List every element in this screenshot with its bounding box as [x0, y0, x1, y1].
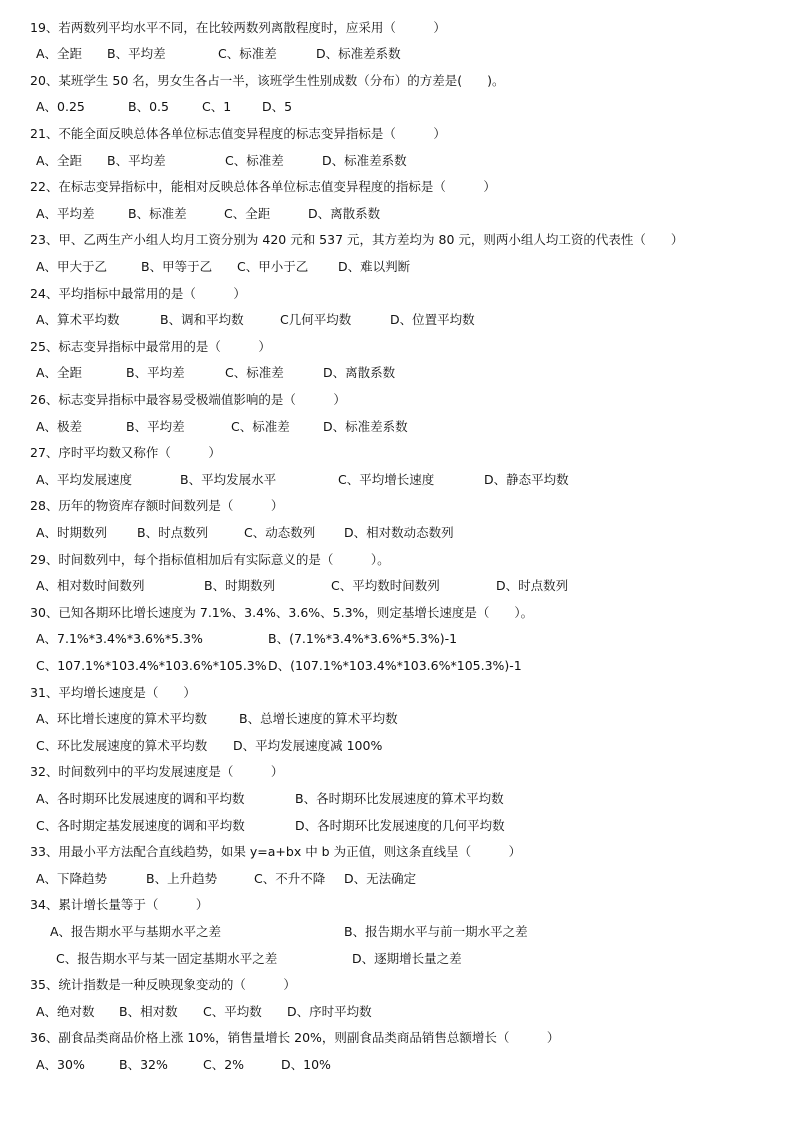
option-b: B、时点数列 — [137, 524, 209, 540]
options-row — [0, 418, 794, 444]
option-b: B、上升趋势 — [146, 870, 218, 886]
question-text: 23、甲、乙两生产小组人均月工资分别为 420 元和 537 元，其方差均为 80 元，则两小组人均工资的代表性（ ） — [30, 232, 684, 248]
option-b: B、甲等于乙 — [141, 258, 213, 274]
options-row — [0, 152, 794, 178]
option-a: A、30% — [36, 1056, 85, 1072]
option-d: D、各时期环比发展速度的几何平均数 — [295, 817, 505, 833]
option-c: C、平均数 — [203, 1003, 262, 1019]
question-text: 27、序时平均数又称作（ ） — [30, 445, 221, 461]
option-b: B、(7.1%*3.4%*3.6%*5.3%)-1 — [268, 631, 458, 647]
option-c: C、标准差 — [225, 365, 284, 381]
question-text: 25、标志变异指标中最常用的是（ ） — [30, 338, 271, 354]
option-c: C几何平均数 — [280, 312, 352, 328]
question-text: 34、累计增长量等于（ ） — [30, 897, 209, 913]
options-row — [0, 364, 794, 390]
options-row — [0, 657, 794, 683]
options-row — [0, 471, 794, 497]
question-text: 28、历年的物资库存额时间数列是（ ） — [30, 498, 284, 514]
option-a: A、下降趋势 — [36, 870, 108, 886]
option-a: A、极差 — [36, 418, 83, 434]
option-a: A、相对数时间数列 — [36, 578, 145, 594]
option-b: B、报告期水平与前一期水平之差 — [344, 923, 528, 939]
option-b: B、相对数 — [119, 1003, 178, 1019]
option-c: C、1 — [202, 99, 232, 115]
option-d: D、平均发展速度减 100% — [233, 737, 383, 753]
option-b: B、32% — [119, 1056, 168, 1072]
question-text: 36、副食品类商品价格上涨 10%，销售量增长 20%，则副食品类商品销售总额增长（ ） — [30, 1030, 560, 1046]
option-a: A、7.1%*3.4%*3.6%*5.3% — [36, 631, 203, 647]
option-c: C、甲小于乙 — [237, 258, 309, 274]
option-c: C、标准差 — [225, 152, 284, 168]
option-c: C、不升不降 — [254, 870, 326, 886]
question-text: 26、标志变异指标中最容易受极端值影响的是（ ） — [30, 391, 346, 407]
question-text: 20、某班学生 50 名，男女生各占一半，该班学生性别成数（分布）的方差是( )。 — [30, 72, 505, 88]
options-row — [0, 98, 794, 124]
option-d: D、位置平均数 — [390, 312, 475, 328]
option-b: B、0.5 — [128, 99, 169, 115]
question-text: 21、不能全面反映总体各单位标志值变异程度的标志变异指标是（ ） — [30, 125, 446, 141]
options-row — [0, 790, 794, 816]
option-a: A、0.25 — [36, 99, 85, 115]
options-row — [0, 1003, 794, 1029]
question-text: 22、在标志变异指标中，能相对反映总体各单位标志值变异程度的指标是（ ） — [30, 179, 496, 195]
question-text: 19、若两数列平均水平不同，在比较两数列离散程度时，应采用（ ） — [30, 19, 446, 35]
option-c: C、环比发展速度的算术平均数 — [36, 737, 208, 753]
option-b: B、总增长速度的算术平均数 — [239, 711, 398, 727]
option-b: B、各时期环比发展速度的算术平均数 — [295, 790, 504, 806]
option-d: D、相对数动态数列 — [344, 524, 454, 540]
option-a: A、全距 — [36, 365, 83, 381]
question-text: 29、时间数列中，每个指标值相加后有实际意义的是（ ）。 — [30, 551, 390, 567]
option-d: D、(107.1%*103.4%*103.6%*105.3%)-1 — [268, 657, 522, 673]
options-row — [0, 205, 794, 231]
question-text: 30、已知各期环比增长速度为 7.1%、3.4%、3.6%、5.3%，则定基增长速度是（ ）。 — [30, 604, 534, 620]
option-b: B、标准差 — [128, 205, 187, 221]
options-row — [0, 710, 794, 736]
question-text: 32、时间数列中的平均发展速度是（ ） — [30, 764, 284, 780]
option-d: D、逐期增长量之差 — [352, 950, 462, 966]
options-row — [0, 311, 794, 337]
option-d: D、序时平均数 — [287, 1003, 372, 1019]
option-b: B、平均差 — [107, 152, 166, 168]
option-d: D、无法确定 — [344, 870, 417, 886]
option-a: A、全距 — [36, 46, 83, 62]
options-row — [0, 1056, 794, 1082]
options-row — [0, 524, 794, 550]
option-b: B、平均差 — [126, 365, 185, 381]
option-c: C、平均增长速度 — [338, 471, 435, 487]
option-b: B、平均发展水平 — [180, 471, 277, 487]
options-row — [0, 577, 794, 603]
option-c: C、2% — [203, 1056, 245, 1072]
options-row — [0, 630, 794, 656]
option-b: B、平均差 — [107, 46, 166, 62]
option-a: A、时期数列 — [36, 524, 108, 540]
option-c: C、动态数列 — [244, 524, 316, 540]
options-row — [0, 950, 794, 976]
option-d: D、难以判断 — [338, 258, 411, 274]
question-text: 24、平均指标中最常用的是（ ） — [30, 285, 246, 301]
option-a: A、算术平均数 — [36, 312, 120, 328]
option-c: C、标准差 — [218, 46, 277, 62]
option-a: A、各时期环比发展速度的调和平均数 — [36, 790, 245, 806]
options-row — [0, 45, 794, 71]
option-d: D、离散系数 — [323, 365, 396, 381]
question-text: 33、用最小平方法配合直线趋势，如果 y=a+bx 中 b 为正值，则这条直线呈（ ） — [30, 844, 522, 860]
option-c: C、平均数时间数列 — [331, 578, 440, 594]
options-row — [0, 817, 794, 843]
options-row — [0, 870, 794, 896]
option-c: C、各时期定基发展速度的调和平均数 — [36, 817, 245, 833]
option-a: A、甲大于乙 — [36, 258, 108, 274]
option-d: D、标准差系数 — [316, 46, 401, 62]
option-d: D、5 — [262, 99, 293, 115]
options-row — [0, 737, 794, 763]
option-c: C、报告期水平与某一固定基期水平之差 — [56, 950, 278, 966]
option-c: C、标准差 — [231, 418, 290, 434]
question-text: 35、统计指数是一种反映现象变动的（ ） — [30, 977, 296, 993]
option-d: D、静态平均数 — [484, 471, 569, 487]
option-a: A、全距 — [36, 152, 83, 168]
options-row — [0, 258, 794, 284]
option-b: B、时期数列 — [204, 578, 276, 594]
option-b: B、调和平均数 — [160, 312, 244, 328]
option-b: B、平均差 — [126, 418, 185, 434]
question-text: 31、平均增长速度是（ ） — [30, 684, 196, 700]
option-a: A、平均发展速度 — [36, 471, 133, 487]
option-a: A、环比增长速度的算术平均数 — [36, 711, 208, 727]
option-c: C、全距 — [224, 205, 271, 221]
option-d: D、标准差系数 — [323, 418, 408, 434]
option-d: D、标准差系数 — [322, 152, 407, 168]
option-d: D、离散系数 — [308, 205, 381, 221]
option-a: A、平均差 — [36, 205, 95, 221]
option-d: D、时点数列 — [496, 578, 569, 594]
option-a: A、报告期水平与基期水平之差 — [50, 923, 222, 939]
option-d: D、10% — [281, 1056, 331, 1072]
options-row — [0, 923, 794, 949]
option-c: C、107.1%*103.4%*103.6%*105.3% — [36, 657, 267, 673]
option-a: A、绝对数 — [36, 1003, 95, 1019]
